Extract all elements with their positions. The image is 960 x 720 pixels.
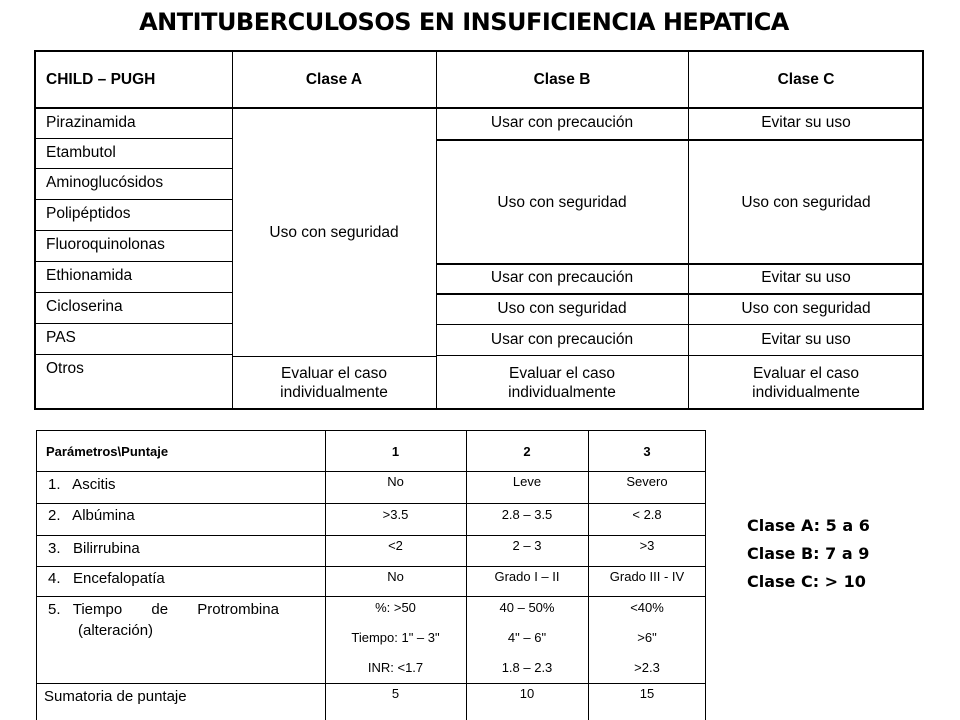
header-clase-b: Clase B xyxy=(533,71,591,88)
albumina-3: < 2.8 xyxy=(632,507,662,522)
drug-aminoglucosidos: Aminoglucósidos xyxy=(46,174,164,191)
param-ascitis: 1. Ascitis xyxy=(48,476,116,493)
param-encefalopatia: 4. Encefalopatía xyxy=(48,570,165,587)
header-clase-a: Clase A xyxy=(305,71,363,88)
grid-line xyxy=(34,107,924,109)
drug-etambutol: Etambutol xyxy=(46,144,116,161)
grid-line xyxy=(688,50,689,410)
legend-clase-c: Clase C: > 10 xyxy=(747,572,866,591)
grid-line xyxy=(36,430,37,720)
protrombina-3-tiempo: >6" xyxy=(637,630,657,645)
clase-c-cicloserina: Uso con seguridad xyxy=(741,299,871,317)
grid-line xyxy=(36,596,706,597)
grid-line xyxy=(34,354,233,355)
header-parametros: Parámetros\Puntaje xyxy=(46,444,169,459)
grid-line xyxy=(34,292,233,293)
drug-pirazinamida: Pirazinamida xyxy=(46,114,136,131)
grid-line xyxy=(436,293,924,295)
bilirrubina-2: 2 – 3 xyxy=(512,538,542,553)
grid-line xyxy=(34,50,924,52)
param-bilirrubina: 3. Bilirrubina xyxy=(48,540,140,557)
clase-a-uso-seguridad: Uso con seguridad xyxy=(269,223,399,241)
protrombina-3-inr: >2.3 xyxy=(634,660,660,675)
grid-line xyxy=(922,50,924,410)
bilirrubina-3: >3 xyxy=(639,538,655,553)
drug-pas: PAS xyxy=(46,329,76,346)
grid-line xyxy=(34,199,233,200)
albumina-2: 2.8 – 3.5 xyxy=(501,507,553,522)
grid-line xyxy=(34,138,233,139)
albumina-1: >3.5 xyxy=(382,507,409,522)
clase-c-pas: Evitar su uso xyxy=(761,330,851,348)
protrombina-1-inr: INR: <1.7 xyxy=(367,660,424,675)
clase-c-ethionamida: Evitar su uso xyxy=(761,268,851,286)
param-protrombina: 5. Tiempo de Protrombina xyxy=(48,601,279,618)
grid-line xyxy=(436,324,924,325)
protrombina-1-porcentaje: %: >50 xyxy=(375,600,416,615)
drug-cicloserina: Cicloserina xyxy=(46,298,123,315)
grid-line xyxy=(34,408,924,410)
header-puntaje-3: 3 xyxy=(643,444,651,459)
clase-b-pas: Usar con precaución xyxy=(490,330,634,348)
child-pugh-score-table xyxy=(36,430,706,720)
header-puntaje-1: 1 xyxy=(391,444,400,459)
encefalopatia-3: Grado III - IV xyxy=(609,569,685,584)
sumatoria-3: 15 xyxy=(639,686,655,701)
clase-b-uso-seguridad: Uso con seguridad xyxy=(497,193,627,211)
protrombina-2-inr: 1.8 – 2.3 xyxy=(501,660,553,675)
drug-polipeptidos: Polipéptidos xyxy=(46,205,131,222)
ascitis-3: Severo xyxy=(626,474,668,489)
grid-line xyxy=(34,323,233,324)
param-albumina: 2. Albúmina xyxy=(48,507,135,524)
grid-line xyxy=(34,168,233,169)
grid-line xyxy=(436,50,437,410)
grid-line xyxy=(36,566,706,567)
child-pugh-drug-table xyxy=(34,50,924,410)
grid-line xyxy=(232,356,436,357)
grid-line xyxy=(436,139,924,141)
sumatoria-1: 5 xyxy=(391,686,400,701)
protrombina-2-porcentaje: 40 – 50% xyxy=(499,600,555,615)
clase-b-pirazinamida: Usar con precaución xyxy=(490,113,634,131)
header-child-pugh: CHILD – PUGH xyxy=(46,71,156,88)
class-legend xyxy=(747,512,870,596)
grid-line xyxy=(36,503,706,504)
legend-clase-b: Clase B: 7 a 9 xyxy=(747,544,870,563)
clase-b-otros: Evaluar el caso individualmente xyxy=(508,365,616,401)
grid-line xyxy=(436,263,924,265)
bilirrubina-1: <2 xyxy=(388,538,403,553)
header-clase-c: Clase C xyxy=(777,71,835,88)
protrombina-3-porcentaje: <40% xyxy=(630,600,664,615)
grid-line xyxy=(34,230,233,231)
clase-b-ethionamida: Usar con precaución xyxy=(490,268,634,286)
clase-c-otros: Evaluar el caso individualmente xyxy=(752,365,860,401)
grid-line xyxy=(436,355,924,356)
ascitis-2: Leve xyxy=(512,474,542,489)
grid-line xyxy=(36,683,706,684)
sumatoria-2: 10 xyxy=(519,686,535,701)
protrombina-2-tiempo: 4" – 6" xyxy=(507,630,547,645)
drug-fluoroquinolonas: Fluoroquinolonas xyxy=(46,236,165,253)
page-title: ANTITUBERCULOSOS EN INSUFICIENCIA HEPATICA xyxy=(139,8,789,36)
grid-line xyxy=(36,535,706,536)
legend-clase-a: Clase A: 5 a 6 xyxy=(747,516,870,535)
header-puntaje-2: 2 xyxy=(523,444,531,459)
param-protrombina-alteracion: (alteración) xyxy=(78,622,154,639)
drug-otros: Otros xyxy=(46,360,84,377)
encefalopatia-2: Grado I – II xyxy=(494,569,560,584)
clase-c-pirazinamida: Evitar su uso xyxy=(761,113,851,131)
clase-b-cicloserina: Uso con seguridad xyxy=(497,299,627,317)
grid-line xyxy=(34,261,233,262)
grid-line xyxy=(36,471,706,472)
grid-line xyxy=(36,430,706,431)
protrombina-1-tiempo: Tiempo: 1" – 3" xyxy=(351,630,440,645)
clase-c-uso-seguridad: Uso con seguridad xyxy=(741,193,871,211)
clase-a-otros: Evaluar el caso individualmente xyxy=(280,365,388,401)
drug-ethionamida: Ethionamida xyxy=(46,267,133,284)
ascitis-1: No xyxy=(387,474,404,489)
encefalopatia-1: No xyxy=(387,569,404,584)
param-sumatoria: Sumatoria de puntaje xyxy=(44,688,187,705)
